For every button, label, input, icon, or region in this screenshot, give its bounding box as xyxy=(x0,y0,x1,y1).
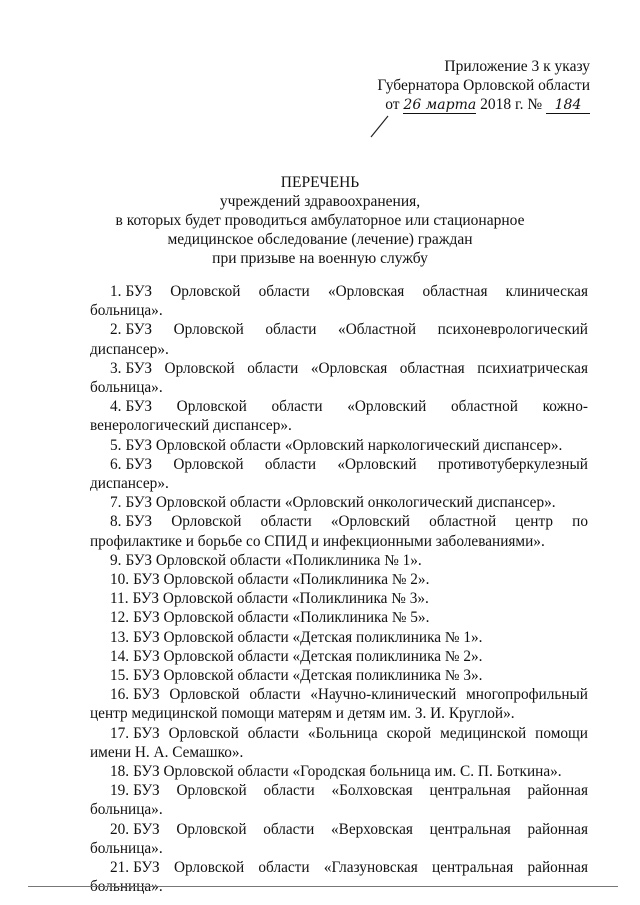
list-item-text: БУЗ Орловской области «Поликлиника № 5». xyxy=(133,609,430,627)
list-item-number: 10. xyxy=(110,571,130,589)
list-item xyxy=(90,397,588,435)
list-item-number: 12. xyxy=(110,609,130,627)
list-item-text: БУЗ Орловской области «Поликлиника № 2». xyxy=(133,571,430,589)
list-item-text: БУЗ Орловской области «Детская поликлиника № 2». xyxy=(133,647,483,665)
document-heading: ПЕРЕЧЕНЬ xyxy=(280,174,360,191)
list-item-number: 20. xyxy=(110,820,130,838)
bottom-rule xyxy=(28,886,618,887)
list-item-number: 11. xyxy=(110,590,129,608)
list-item-number: 5. xyxy=(110,436,122,454)
list-item-text: БУЗ Орловской области «Поликлиника № 3». xyxy=(132,590,429,608)
list-item xyxy=(90,589,588,608)
list-item-number: 18. xyxy=(110,763,130,781)
list-item xyxy=(90,436,588,455)
list-item-number: 16. xyxy=(110,686,130,704)
list-item-number: 3. xyxy=(110,359,122,377)
title-line-3: медицинское обследование (лечение) граждан xyxy=(167,231,473,248)
list-item xyxy=(90,724,588,762)
list-item-number: 4. xyxy=(110,398,122,416)
list-item xyxy=(90,551,588,570)
list-item-number: 6. xyxy=(110,455,122,473)
list-item xyxy=(90,455,588,493)
list-item xyxy=(90,685,588,723)
list-item-text: БУЗ Орловской области «Областной психоневрологический диспансер». xyxy=(90,321,588,358)
list-item-text: БУЗ Орловской области «Болховская центральная районная больница». xyxy=(90,782,588,819)
appendix-line-2: Губернатора Орловской области xyxy=(377,77,590,94)
list-item-number: 13. xyxy=(110,628,130,646)
list-item xyxy=(90,666,588,685)
list-item xyxy=(90,858,588,896)
list-item-text: БУЗ Орловской области «Орловская областная психиатрическая больница». xyxy=(90,359,588,397)
appendix-header xyxy=(330,57,590,114)
list-item xyxy=(90,493,588,512)
list-item-number: 21. xyxy=(110,859,130,877)
number-label: № xyxy=(527,96,543,113)
list-item xyxy=(90,320,588,358)
list-item xyxy=(90,282,588,320)
list-item-text: БУЗ Орловской области «Городская больница им. С. П. Боткина». xyxy=(133,763,562,781)
list-item-number: 8. xyxy=(110,513,122,531)
list-item-text: БУЗ Орловской области «Верховская центральная районная больница». xyxy=(90,820,588,857)
list-item-text: БУЗ Орловской области «Больница скорой медицинской помощи имени Н. А. Семашко». xyxy=(90,724,588,761)
list-item-text: БУЗ Орловской области «Орловский онкологический диспансер». xyxy=(125,494,556,512)
list-item-number: 19. xyxy=(110,782,130,800)
list-item-number: 1. xyxy=(110,283,122,300)
title-line-1: учреждений здравоохранения, xyxy=(219,193,421,210)
appendix-line-1: Приложение 3 к указу xyxy=(444,58,590,75)
institution-list xyxy=(90,282,588,897)
handwritten-date: 26 марта xyxy=(403,97,477,113)
list-item-text: БУЗ Орловской области «Орловский областной центр по профилактике и борьбе со СПИД и инфекционными заболеваниями». xyxy=(90,513,588,550)
list-item-text: БУЗ Орловской области «Орловский наркологический диспансер». xyxy=(125,436,563,454)
list-item-number: 15. xyxy=(110,667,130,685)
decree-date-line xyxy=(330,95,590,114)
title-block xyxy=(60,173,580,268)
list-item xyxy=(90,570,588,589)
list-item-text: БУЗ Орловской области «Орловский противотуберкулезный диспансер». xyxy=(90,455,588,493)
list-item-text: БУЗ Орловской области «Детская поликлиника № 1». xyxy=(133,628,483,646)
list-item-text: БУЗ Орловской области «Орловский областной кожно-венерологический диспансер». xyxy=(90,398,588,435)
list-item-number: 9. xyxy=(110,551,122,569)
list-item xyxy=(90,628,588,647)
list-item xyxy=(90,512,588,550)
list-item xyxy=(90,781,588,819)
list-item-text: БУЗ Орловской области «Научно-клинический многопрофильный центр медицинской помощи матерям и детям им. З. И. Круглой». xyxy=(90,686,588,723)
list-item-number: 7. xyxy=(110,494,122,512)
list-item xyxy=(90,820,588,858)
title-line-2: в которых будет проводиться амбулаторное или стационарное xyxy=(115,212,525,229)
list-item xyxy=(90,608,588,627)
list-item xyxy=(90,359,588,397)
list-item-number: 14. xyxy=(110,647,130,665)
list-item-number: 17. xyxy=(110,724,130,742)
handwritten-number: 184 xyxy=(546,98,590,114)
date-prefix: от xyxy=(385,96,400,113)
title-line-4: при призыве на военную службу xyxy=(212,250,428,267)
list-item-text: БУЗ Орловской области «Глазуновская центральная районная больница». xyxy=(90,859,588,896)
list-item-text: БУЗ Орловской области «Детская поликлиника № 3». xyxy=(133,667,483,685)
pen-stroke-mark xyxy=(368,115,390,139)
list-item-number: 2. xyxy=(110,321,122,339)
list-item-text: БУЗ Орловской области «Поликлиника № 1». xyxy=(125,551,422,569)
list-item-text: БУЗ Орловской области «Орловская областная клиническая больница». xyxy=(90,283,588,320)
list-item xyxy=(90,762,588,781)
list-item xyxy=(90,647,588,666)
date-year: 2018 г. xyxy=(480,96,524,113)
